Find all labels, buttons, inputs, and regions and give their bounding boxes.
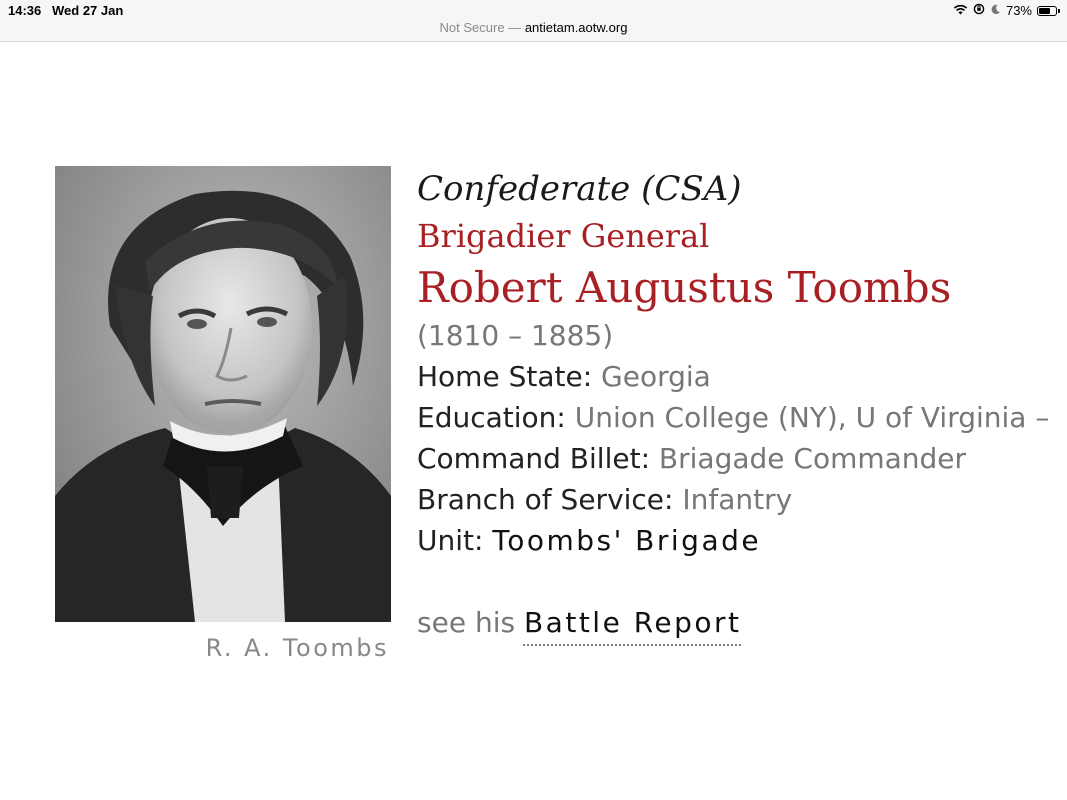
field-value: Infantry [682,483,793,516]
battery-icon [1037,6,1057,16]
field-label: Command Billet: [417,442,650,475]
battle-report-line [417,602,1067,643]
field-label: Education: [417,401,566,434]
field-value: Georgia [601,360,711,393]
security-label: Not Secure — [439,20,522,35]
status-indicators [953,3,1057,18]
battle-report-prefix: see his [417,606,516,639]
url-bar[interactable] [0,18,1067,42]
field-education [417,397,1067,438]
field-value: Union College (NY), U of Virginia – [574,401,1050,434]
battery-percent: 73% [1005,3,1032,18]
field-unit [417,520,1067,561]
field-label: Unit: [417,524,484,557]
battle-report-link[interactable]: Battle Report [523,606,742,639]
field-label: Home State: [417,360,593,393]
field-value: Briagade Commander [658,442,967,475]
photo-caption: R. A. Toombs [205,634,389,662]
orientation-lock-icon [973,3,985,18]
battery-fill [1039,8,1050,14]
moon-icon [990,4,1001,18]
field-command-billet [417,438,1067,479]
url-domain: antietam.aotw.org [524,20,628,35]
portrait-photo [55,166,391,622]
allegiance: Confederate (CSA) [417,169,742,209]
unit-link[interactable]: Toombs' Brigade [492,524,762,557]
life-years: (1810 – 1885) [417,319,614,352]
page-title: Robert Augustus Toombs [417,263,952,312]
field-branch [417,479,1067,520]
rank: Brigadier General [417,217,710,255]
profile-info [417,166,1067,643]
status-date: Wed 27 Jan [52,3,124,18]
status-time: 14:36 [8,3,42,18]
field-home-state [417,356,1067,397]
wifi-icon [953,4,968,18]
field-label: Branch of Service: [417,483,674,516]
